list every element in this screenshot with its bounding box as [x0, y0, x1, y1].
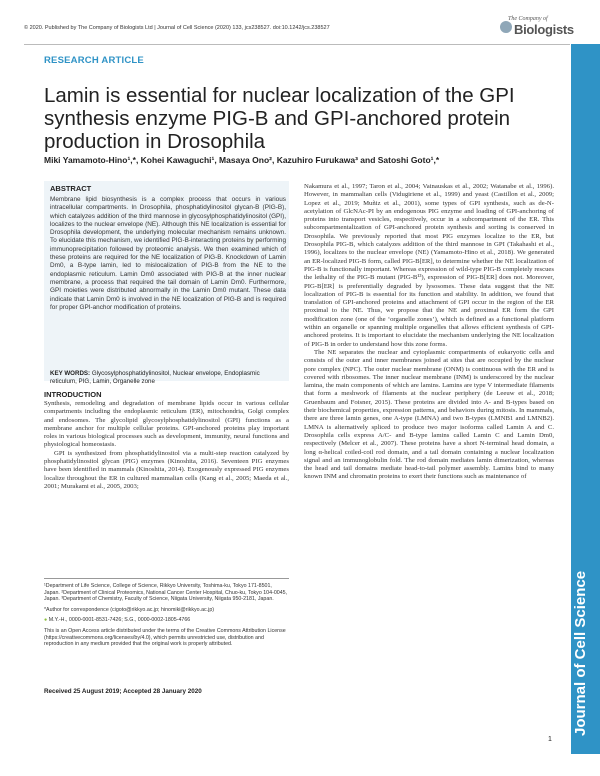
logo-small-text: The Company of	[508, 16, 548, 22]
orcid-ids	[44, 617, 289, 624]
abstract-text: Membrane lipid biosynthesis is a complex process that occurs in various intracellular compartments. In Drosophila, phosphatidylinositol glycan-B (PIG-B), which catalyzes addition of the third mannose in glycosylphosphatidylinositol (GPI), localizes to the nuclear envelope (NE). Although this NE localization is essential for Drosophila development, the underlying molecular mechanism remains unknown. To elucidate this mechanism, we identified PIG-B-interacting proteins by performing immunoprecipitation followed by proteomic analysis. We then examined which of these proteins are required for the NE localization of PIG-B. Knockdown of Lamin Dm0, a B-type lamin, led to mislocalization of PIG-B from the NE to the endoplasmic reticulum. Lamin Dm0 associated with PIG-B at the inner nuclear membrane, a process that required the tail domain of Lamin Dm0. Furthermore, GPI moieties were distributed abnormally in the Lamin Dm0 mutant. These data indicate that Lamin Dm0 is involved in the NE localization of PIG-B and is required for proper GPI-anchor modification of proteins.	[50, 196, 286, 311]
license-text: This is an Open Access article distributed under the terms of the Creative Commons Attribution License (https://creativecommons.org/licenses/by/4.0), which permits unrestricted use, distribution and reproduction in any medium provided that the original work is properly attributed.	[44, 627, 286, 648]
page-number: 1	[548, 736, 552, 743]
footnote-rule	[44, 578, 289, 579]
keywords	[50, 370, 286, 386]
header-rule	[24, 44, 570, 45]
intro-paragraph-2: GPI is synthesized from phosphatidylinositol via a multi-step reaction catalyzed by phosphatidylinositol glycan (PIG) enzymes (Kinoshita, 2016). Seventeen PIG enzymes have been identified in mammals (Kinoshita, 2014). Exogenously expressed PIG enzymes localize throughout the ER in cultured mammalian cells (Kang et al., 2005; Maeda et al., 2001; Murakami et al., 2005, 2003;	[44, 449, 289, 490]
abstract-heading: ABSTRACT	[50, 184, 92, 193]
author-list: Miki Yamamoto-Hino¹,*, Kohei Kawaguchi¹, Masaya Ono², Kazuhiro Furukawa³ and Satoshi Goto¹,*	[44, 155, 440, 165]
article-type: RESEARCH ARTICLE	[44, 55, 144, 66]
orcid-text: M.Y.-H., 0000-0001-8531-7426; S.G., 0000-0002-1805-4766	[48, 617, 191, 624]
intro-text	[44, 400, 289, 491]
logo-icon	[500, 21, 512, 33]
intro-paragraph-1: Synthesis, remodeling and degradation of membrane lipids occur in various cellular compartments including the endoplasmic reticulum (ER), mitochondria, Golgi complex and endosomes. The glycolipid glycosylphosphatidylinositol (GPI) functions as a membrane anchor for multiple cellular proteins. GPI-anchored proteins play important roles in various biological processes such as development, immunity, neural functions and physiological homeostasis.	[44, 400, 289, 449]
journal-sidebar-label: Journal of Cell Science	[572, 570, 589, 736]
affiliations: ¹Department of Life Science, College of Science, Rikkyo University, Toshima-ku, Tokyo 171-8501, Japan. ²Department of Clinical Proteomics, National Cancer Center Hospital, Chuo-ku, Tokyo 104-0045, Japan. ³Department of Chemistry, Faculty of Science, Niigata University, Niigata 950-2181, Japan.	[44, 583, 288, 603]
orcid-icon: ●	[44, 617, 48, 624]
footnotes	[44, 583, 289, 652]
keywords-list: Glycosylphosphatidylinositol, Nuclear envelope, Endoplasmic reticulum, PIG, Lamin, Organelle zone	[50, 370, 260, 385]
received-accepted-dates: Received 25 August 2019; Accepted 28 January 2020	[44, 688, 202, 695]
logo-big-text: Biologists	[514, 22, 574, 37]
intro-heading: INTRODUCTION	[44, 390, 102, 399]
correspondence: *Author for correspondence (cigoto@rikkyo.ac.jp; hinomiki@rikkyo.ac.jp)	[44, 606, 215, 613]
article-title: Lamin is essential for nuclear localization of the GPI synthesis enzyme PIG-B and GPI-anchored protein production in Drosophila	[44, 84, 515, 153]
right-column-text	[304, 183, 554, 482]
publisher-logo	[500, 16, 574, 42]
journal-citation: © 2020. Published by The Company of Biologists Ltd | Journal of Cell Science (2020) 133, jcs238527. doi:10.1242/jcs.238527	[24, 25, 330, 31]
keywords-label: KEY WORDS:	[50, 370, 91, 377]
right-paragraph-2: The NE separates the nuclear and cytoplasmic compartments of eukaryotic cells and consists of the outer and inner membranes joined at sites that are occupied by the nuclear pore complex (NPC). The outer nuclear membrane (ONM) is continuous with the ER and is covered with ribosomes. The inner nuclear membrane (INM) is underscored by the nuclear lamina, the main components of which are lamins. Lamins are type V intermediate filaments that form a meshwork of filaments at the nuclear periphery (de Leeuw et al., 2018; Gruenbaum and Foisner, 2015). These proteins are divided into A- and B-types based on their biochemical properties, expression patterns, and behaviors during mitosis. In mammals, there are three lamin genes, one A-type (LMNA) and two B-types (LMNB1 and LMNB2). LMNA is alternatively spliced to produce two major isoforms called Lamin A and C. Drosophila cells express A/C- and B-type lamins called Lamin C and Lamin Dm0, respectively (Melcer et al., 2007). These proteins have a short N-terminal head domain, a long α-helical coiled-coil rod domain, and a tail domain containing a nuclear localization signal and an immunoglobulin fold. The rod domain mediates lamin dimerization, whereas the head and tail domains mediate head-to-tail polymer assembly. Lamins bind to many known INM and chromatin proteins to exert their functions such as maintenance of	[304, 348, 554, 481]
right-paragraph-1: Nakamura et al., 1997; Taron et al., 2004; Vainauskas et al., 2002; Watanabe et al., 1996). However, in mammalian cells (Vidugiriene et al., 1999) and yeast (Castillon et al., 2009; Lopez et al., 2019; Muñiz et al., 2001), some types of GPI synthesis, such as de-N-acetylation of GlcNAc-PI by an endogenous PIG enzyme and loading of GPI-anchoring of proteins into transport vesicles, respectively, occur in a subcompartment of the ER. This subcompartmentalization of GPI-anchored protein synthesis and sorting is conserved in Drosophila. We previously reported that most PIG enzymes localize to the ER, but Drosophila PIG-B, which catalyzes addition of the third mannose in GPI (Takahashi et al., 1996), localizes to the nuclear envelope (NE) (Yamamoto-Hino et al., 2018). We generated an ER-localized PIG-B form, called PIG-B[ER], to determine whether the NE localization of PIG-B is functionally important. Whereas expression of wild-type PIG-B completely rescues the lethality of the PIG-B mutant (PIG-B¹³), expression of PIG-B[ER] does not. Moreover, PIG-B[ER] is preferentially degraded by lysosomes. These data suggest that the NE localization of PIG-B is essential for its function and stability. In addition, we found that translation of GPI-anchored proteins and attachment of GPI occur in the region of the ER proximal to the NE. Thus, we propose that the NE and proximal ER form the GPI modification zone (one of the ‘organelle zones’), which is defined as a functional platform within an organelle or spanning multiple organelles that allows efficient synthesis of GPI-anchored proteins. It is important to elucidate the mechanism underlying the NE localization of PIG-B in order to understand how this zone forms.	[304, 183, 554, 348]
